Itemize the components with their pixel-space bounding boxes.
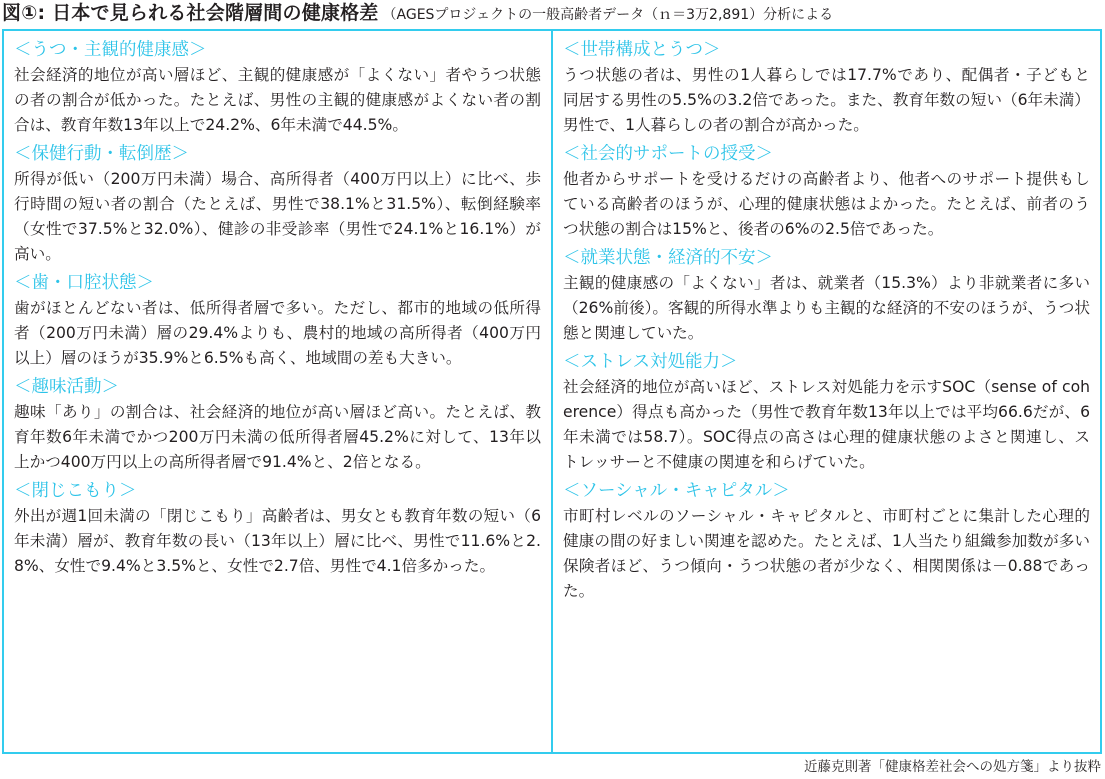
section-heading: ＜趣味活動＞ (14, 377, 119, 397)
section-oral-health (14, 271, 541, 371)
section-heading: ＜閉じこもり＞ (14, 481, 137, 501)
section-text: 他者からサポートを受けるだけの高齢者より、他者へのサポート提供もしている高齢者のほうが、心理的健康状態はよかった。たとえば、前者のうつ状態の割合は15%と、後者の6%の2.5倍であった。 (563, 170, 1090, 238)
section-heading: ＜保健行動・転倒歴＞ (14, 144, 189, 164)
section-heading: ＜世帯構成とうつ＞ (563, 40, 721, 60)
section-hobby-activities (14, 375, 541, 475)
figure-title (2, 0, 1102, 26)
section-heading: ＜うつ・主観的健康感＞ (14, 40, 207, 60)
figure-title-subtitle: （AGESプロジェクトの一般高齢者データ（ｎ＝3万2,891）分析による (382, 7, 834, 23)
section-employment-economic-anxiety (563, 246, 1090, 346)
section-depression-self-rated-health (14, 38, 541, 138)
section-heading: ＜就業状態・経済的不安＞ (563, 248, 773, 268)
left-column (4, 31, 553, 752)
section-text: 市町村レベルのソーシャル・キャピタルと、市町村ごとに集計した心理的健康の間の好ましい関連を認めた。たとえば、1人当たり組織参加数が多い保険者ほど、うつ傾向・うつ状態の者が少なく、相関関係は－0.88であった。 (563, 507, 1090, 600)
section-health-behavior-falls (14, 142, 541, 267)
section-heading: ＜ソーシャル・キャピタル＞ (563, 481, 790, 501)
section-text: 社会経済的地位が高いほど、ストレス対処能力を示すSOC（sense of coherence）得点も高かった（男性で教育年数13年以上では平均66.6だが、6年未満では58.7）。SOC得点の高さは心理的健康状態のよさと関連し、ストレッサーと不健康の関連を和らげていた。 (563, 378, 1090, 471)
section-text: 所得が低い（200万円未満）場合、高所得者（400万円以上）に比べ、歩行時間の短い者の割合（たとえば、男性で38.1%と31.5%）、転倒経験率（女性で37.5%と32.0%）、健診の非受診率（男性で24.1%と16.1%）が高い。 (14, 170, 541, 263)
section-text: 趣味「あり」の割合は、社会経済的地位が高い層ほど高い。たとえば、教育年数6年未満でかつ200万円未満の低所得者層45.2%に対して、13年以上かつ400万円以上の高所得者層で91.4%と、2倍となる。 (14, 403, 541, 471)
section-heading: ＜歯・口腔状態＞ (14, 273, 154, 293)
figure-title-main: 図①: 日本で見られる社会階層間の健康格差 (2, 2, 379, 24)
source-credit: 近藤克則著「健康格差社会への処方箋」より抜粋 (804, 759, 1101, 775)
right-column (553, 31, 1100, 752)
section-household-depression (563, 38, 1090, 138)
section-social-capital (563, 479, 1090, 604)
section-homebound (14, 479, 541, 579)
section-text: 社会経済的地位が高い層ほど、主観的健康感が「よくない」者やうつ状態の者の割合が低かった。たとえば、男性の主観的健康感がよくない者の割合は、教育年数13年以上で24.2%、6年未満で44.5%。 (14, 66, 541, 134)
section-text: 歯がほとんどない者は、低所得者層で多い。ただし、都市的地域の低所得者（200万円未満）層の29.4%よりも、農村的地域の高所得者（400万円以上）層のほうが35.9%と6.5%も高く、地域間の差も大きい。 (14, 299, 541, 367)
content-box (2, 29, 1102, 754)
section-text: 外出が週1回未満の「閉じこもり」高齢者は、男女とも教育年数の短い（6年未満）層が、教育年数の長い（13年以上）層に比べ、男性で11.6%と2.8%、女性で9.4%と3.5%と、女性で2.7倍、男性で4.1倍多かった。 (14, 507, 541, 575)
section-text: うつ状態の者は、男性の1人暮らしでは17.7%であり、配偶者・子どもと同居する男性の5.5%の3.2倍であった。また、教育年数の短い（6年未満）男性で、1人暮らしの者の割合が高かった。 (563, 66, 1090, 134)
section-stress-coping (563, 350, 1090, 475)
section-heading: ＜社会的サポートの授受＞ (563, 144, 773, 164)
section-heading: ＜ストレス対処能力＞ (563, 352, 738, 372)
section-text: 主観的健康感の「よくない」者は、就業者（15.3%）より非就業者に多い（26%前後）。客観的所得水準よりも主観的な経済的不安のほうが、うつ状態と関連していた。 (563, 274, 1090, 342)
section-social-support (563, 142, 1090, 242)
